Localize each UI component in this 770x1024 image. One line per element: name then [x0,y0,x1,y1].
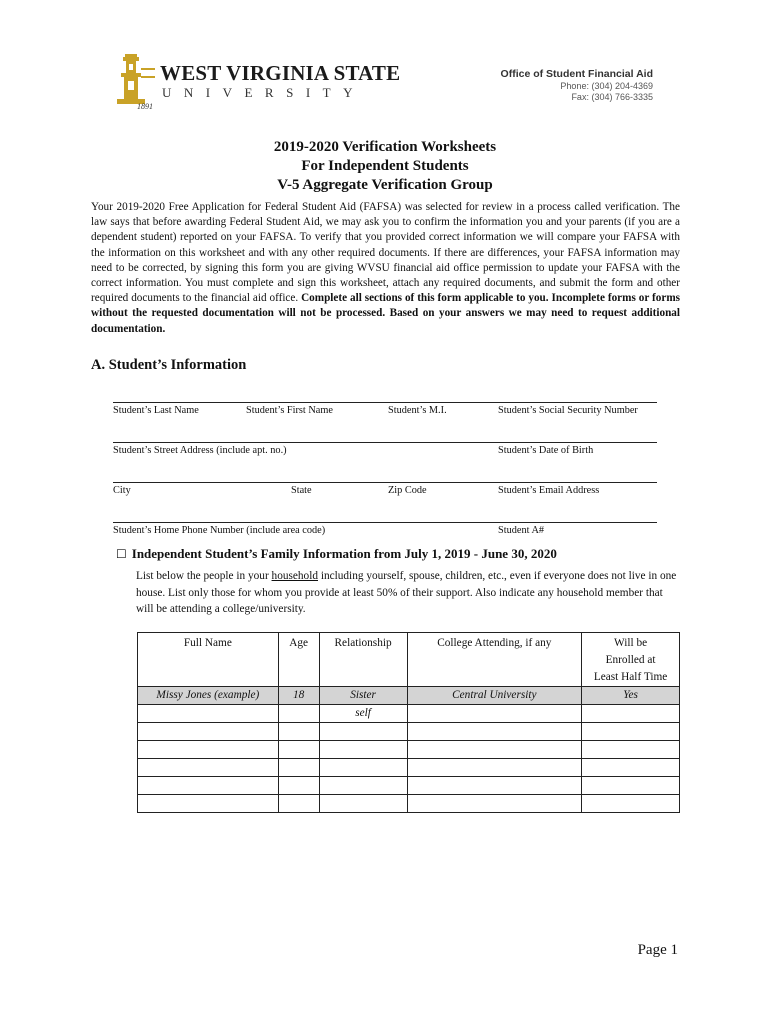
last-name-label: Student’s Last Name [113,405,199,416]
instr-before: List below the people in your [136,570,272,582]
col-enrolled-l2: Enrolled at [605,654,656,666]
intro-body: Your 2019-2020 Free Application for Federal Student Aid (FAFSA) was selected for review in a process called verification. The law says that before awarding Federal Student Aid, we may ask you to confirm the information you and your parents (if you are a dependent student) reported on your FAFSA. To verify that you provided correct information we will compare your FAFSA with the information on this worksheet and with any other required documents. If there are differences, your FAFSA information may need to be corrected, by signing this form you are giving WVSU financial aid office permission to update your FAFSA with the correct information. You must complete and sign this worksheet, attach any required documents, and submit the form and other required documents to the financial aid office. [91,201,680,305]
col-age: Age [278,633,319,687]
intro-bold: Complete all sections of this form applicable to you. Incomplete forms or forms without the requested documentation will not be processed. Based on your answers we may need to request additional documentation. [91,292,680,335]
household-table [137,632,680,813]
cell-enrolled[interactable] [582,777,680,795]
instr-after: including yourself, spouse, children, etc., even if everyone does not live in one house. List only those for whom you provide at least 50% of their support. Also indicate any household member that will be attending a college/university. [136,570,677,615]
address-label: Student’s Street Address (include apt. no.) [113,445,287,456]
cell-relationship[interactable] [319,777,407,795]
col-enrolled [582,633,680,687]
cell-name[interactable] [138,777,279,795]
row1-line[interactable] [113,402,657,403]
cell-age[interactable] [278,705,319,723]
cell-age[interactable] [278,723,319,741]
cell-enrolled[interactable] [582,759,680,777]
cell-relationship[interactable]: Sister [319,687,407,705]
zip-label: Zip Code [388,485,427,496]
table-row [138,777,680,795]
cell-age[interactable] [278,741,319,759]
table-row [138,687,680,705]
cell-name[interactable] [138,759,279,777]
cell-relationship[interactable] [319,723,407,741]
title-line-3: V-5 Aggregate Verification Group [277,177,493,193]
cell-college[interactable] [407,795,582,813]
cell-age[interactable] [278,777,319,795]
office-title: Office of Student Financial Aid [500,68,653,80]
table-row [138,705,680,723]
row3-line[interactable] [113,482,657,483]
city-label: City [113,485,131,496]
cell-college[interactable] [407,723,582,741]
title-line-1: 2019-2020 Verification Worksheets [273,139,497,155]
row4-line[interactable] [113,522,657,523]
cell-name[interactable] [138,741,279,759]
cell-age[interactable]: 18 [278,687,319,705]
university-logo [112,52,401,112]
family-heading [116,546,557,562]
cell-enrolled[interactable] [582,741,680,759]
cell-name[interactable] [138,705,279,723]
table-row [138,759,680,777]
founded-year: 1891 [137,102,153,111]
document-title [0,138,770,195]
phone-label: Student’s Home Phone Number (include area code) [113,525,326,536]
cell-relationship[interactable] [319,759,407,777]
section-a-heading: A. Student’s Information [91,357,247,373]
first-name-label: Student’s First Name [246,405,333,416]
table-row [138,741,680,759]
row2-line[interactable] [113,442,657,443]
cell-enrolled[interactable]: Yes [582,687,680,705]
cell-college[interactable]: Central University [407,687,582,705]
state-label: State [291,485,312,496]
instr-household: household [271,570,318,582]
cell-age[interactable] [278,795,319,813]
cell-name[interactable] [138,723,279,741]
university-subtitle: UNIVERSITY [162,85,365,100]
dob-label: Student’s Date of Birth [498,445,594,456]
cell-enrolled[interactable] [582,723,680,741]
cell-relationship[interactable]: self [319,705,407,723]
ssn-label: Student’s Social Security Number [498,405,638,416]
col-enrolled-l3: Least Half Time [593,671,668,683]
col-college: College Attending, if any [407,633,582,687]
cell-relationship[interactable] [319,741,407,759]
office-fax: Fax: (304) 766-3335 [571,92,653,102]
cell-college[interactable] [407,705,582,723]
office-phone: Phone: (304) 204-4369 [560,81,653,91]
checkbox-icon[interactable]: ☐ [116,547,127,561]
cell-college[interactable] [407,741,582,759]
cell-enrolled[interactable] [582,705,680,723]
title-line-2: For Independent Students [301,158,469,174]
family-title: Independent Student’s Family Information from July 1, 2019 - June 30, 2020 [131,546,557,561]
cell-name[interactable] [138,795,279,813]
table-row [138,723,680,741]
office-contact [501,68,653,103]
table-row [138,795,680,813]
cell-college[interactable] [407,759,582,777]
table-header-row [138,633,680,687]
household-instructions [136,568,682,618]
col-enrolled-l1: Will be [614,637,648,649]
cell-college[interactable] [407,777,582,795]
university-name: WEST VIRGINIA STATE [160,61,401,85]
page-number: Page 1 [637,942,678,958]
col-relationship: Relationship [319,633,407,687]
intro-paragraph [91,200,680,337]
mi-label: Student’s M.I. [388,405,447,416]
student-id-label: Student A# [498,525,545,536]
email-label: Student’s Email Address [498,485,600,496]
cell-relationship[interactable] [319,795,407,813]
col-full-name: Full Name [138,633,279,687]
cell-enrolled[interactable] [582,795,680,813]
cell-age[interactable] [278,759,319,777]
cell-name[interactable]: Missy Jones (example) [138,687,279,705]
